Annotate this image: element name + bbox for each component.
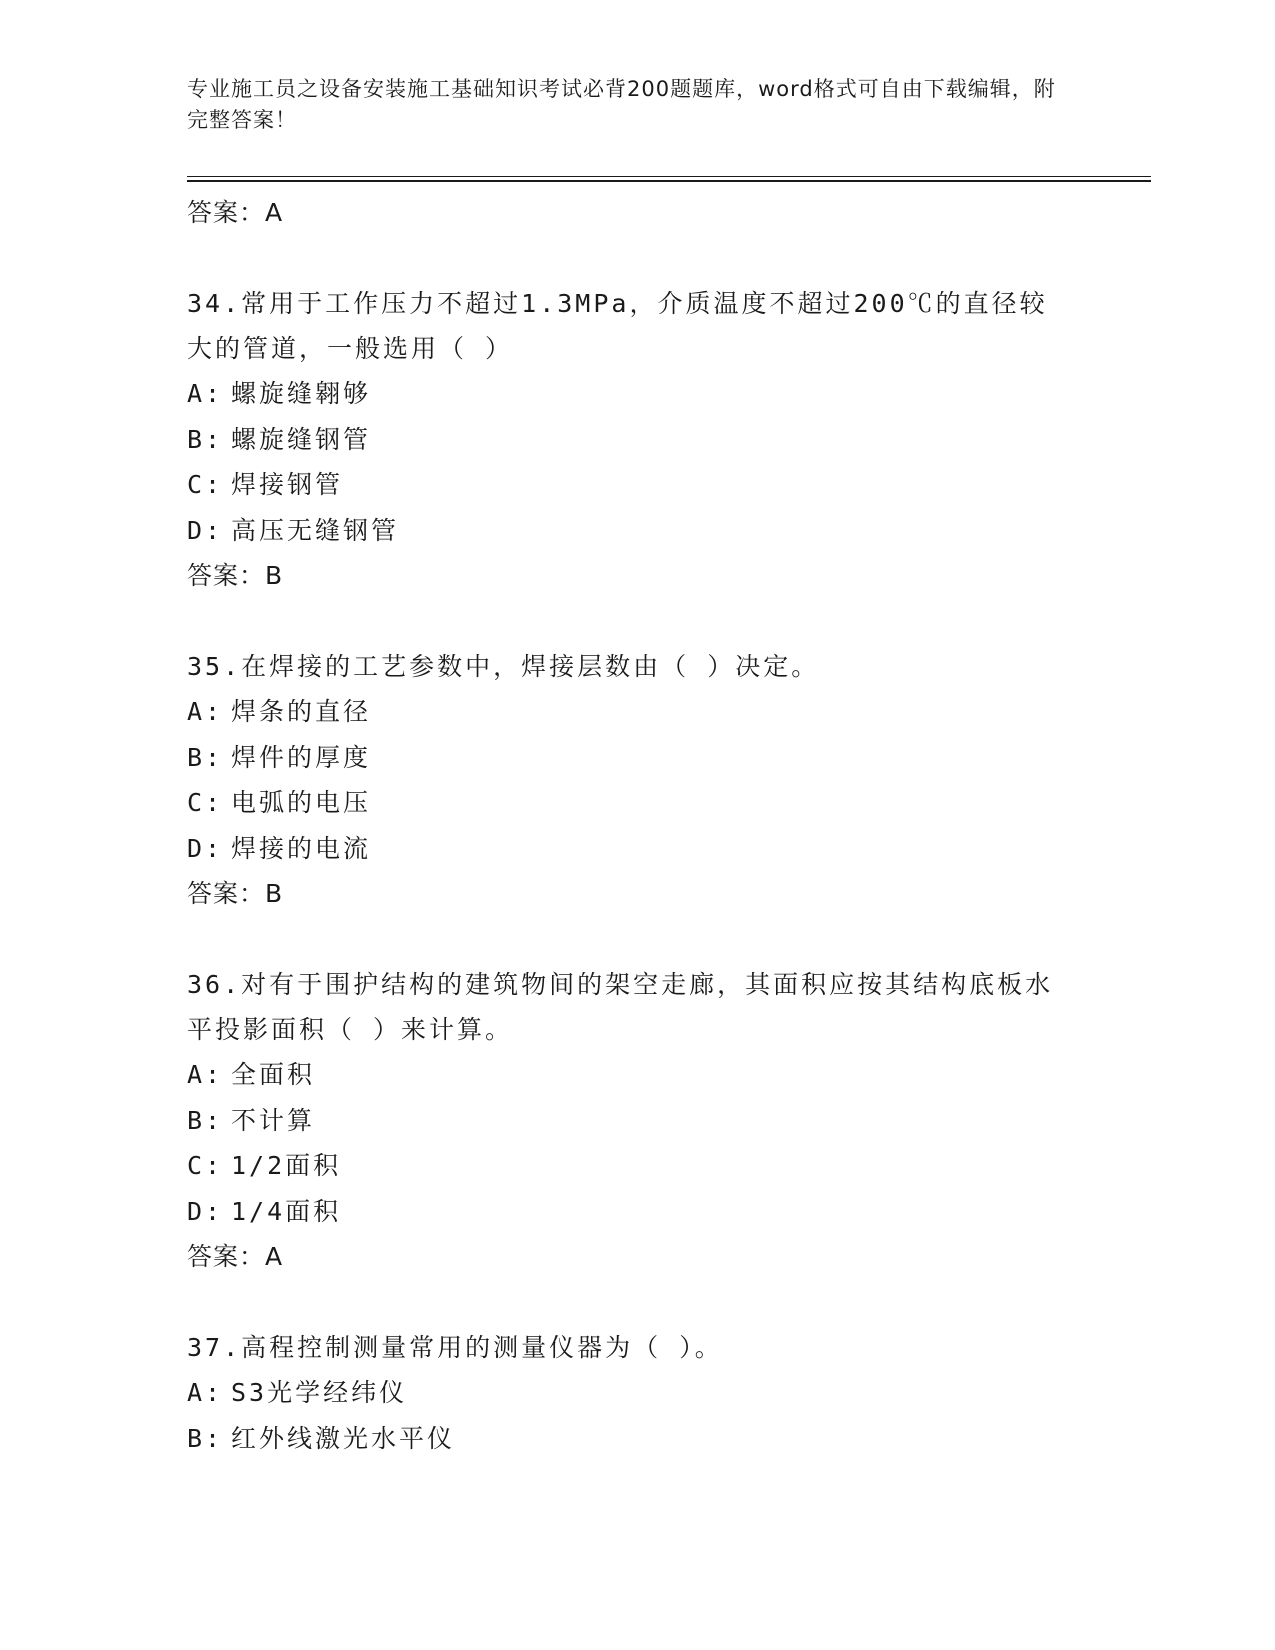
option-letter: D: bbox=[187, 1196, 224, 1226]
option-letter: C: bbox=[187, 1151, 224, 1180]
question-item bbox=[187, 1325, 1087, 1461]
option-letter: A: bbox=[187, 1378, 224, 1407]
question-item bbox=[187, 644, 1087, 916]
option-letter: A: bbox=[187, 1060, 224, 1089]
option-b bbox=[187, 1416, 1087, 1462]
question-text: 36.对有于围护结构的建筑物间的架空走廊，其面积应按其结构底板水平投影面积（ ）来计算。 bbox=[187, 970, 1054, 1044]
option-text: 1/4面积 bbox=[231, 1196, 342, 1226]
option-b bbox=[187, 735, 1087, 781]
header-divider-thick bbox=[187, 180, 1151, 182]
option-text: 电弧的电压 bbox=[231, 788, 372, 817]
question-item bbox=[187, 962, 1087, 1279]
answer-line: 答案：A bbox=[187, 1242, 284, 1271]
spacer bbox=[187, 1279, 1087, 1325]
option-letter: B: bbox=[187, 424, 224, 454]
question-text: 35.在焊接的工艺参数中，焊接层数由（ ）决定。 bbox=[187, 652, 820, 681]
option-a bbox=[187, 1370, 1087, 1416]
option-text: 红外线激光水平仪 bbox=[231, 1423, 456, 1453]
option-letter: D: bbox=[187, 515, 224, 545]
option-c bbox=[187, 1143, 1087, 1189]
header-divider-thin bbox=[187, 176, 1151, 177]
option-text: 焊条的直径 bbox=[231, 697, 372, 726]
option-text: 焊接的电流 bbox=[231, 833, 372, 863]
option-a bbox=[187, 689, 1087, 735]
option-text: 全面积 bbox=[231, 1060, 316, 1089]
question-text: 34.常用于工作压力不超过1.3MPa，介质温度不超过200℃的直径较大的管道，一般选用（ ） bbox=[187, 289, 1048, 363]
option-letter: B: bbox=[187, 1105, 224, 1135]
option-letter: A: bbox=[187, 697, 224, 726]
option-letter: C: bbox=[187, 470, 224, 499]
option-c bbox=[187, 462, 1087, 508]
option-a bbox=[187, 371, 1087, 417]
spacer bbox=[187, 235, 1087, 281]
option-text: 焊件的厚度 bbox=[231, 742, 372, 772]
spacer bbox=[187, 598, 1087, 644]
option-text: 1/2面积 bbox=[231, 1151, 342, 1180]
option-d bbox=[187, 1189, 1087, 1235]
answer-line: 答案：B bbox=[187, 879, 284, 908]
question-item bbox=[187, 281, 1087, 598]
option-text: S3光学经纬仪 bbox=[231, 1378, 408, 1407]
answer-line: 答案：B bbox=[187, 561, 284, 590]
option-letter: C: bbox=[187, 788, 224, 817]
option-letter: A: bbox=[187, 379, 224, 408]
spacer bbox=[187, 916, 1087, 962]
option-d bbox=[187, 508, 1087, 554]
question-text: 37.高程控制测量常用的测量仪器为（ ）。 bbox=[187, 1333, 723, 1362]
option-letter: B: bbox=[187, 742, 224, 772]
option-text: 高压无缝钢管 bbox=[231, 515, 400, 545]
answer-line: 答案：A bbox=[187, 198, 284, 227]
option-text: 焊接钢管 bbox=[231, 470, 344, 499]
option-text: 螺旋缝翱够 bbox=[231, 379, 372, 408]
option-d bbox=[187, 826, 1087, 872]
option-b bbox=[187, 1098, 1087, 1144]
option-c bbox=[187, 780, 1087, 826]
option-text: 螺旋缝钢管 bbox=[231, 424, 372, 454]
question-list bbox=[187, 190, 1087, 1461]
option-b bbox=[187, 417, 1087, 463]
option-text: 不计算 bbox=[231, 1105, 316, 1135]
option-a bbox=[187, 1052, 1087, 1098]
option-letter: D: bbox=[187, 833, 224, 863]
document-header: 专业施工员之设备安装施工基础知识考试必背200题题库，word格式可自由下载编辑，附完整答案！ bbox=[187, 77, 1056, 132]
option-letter: B: bbox=[187, 1423, 224, 1453]
